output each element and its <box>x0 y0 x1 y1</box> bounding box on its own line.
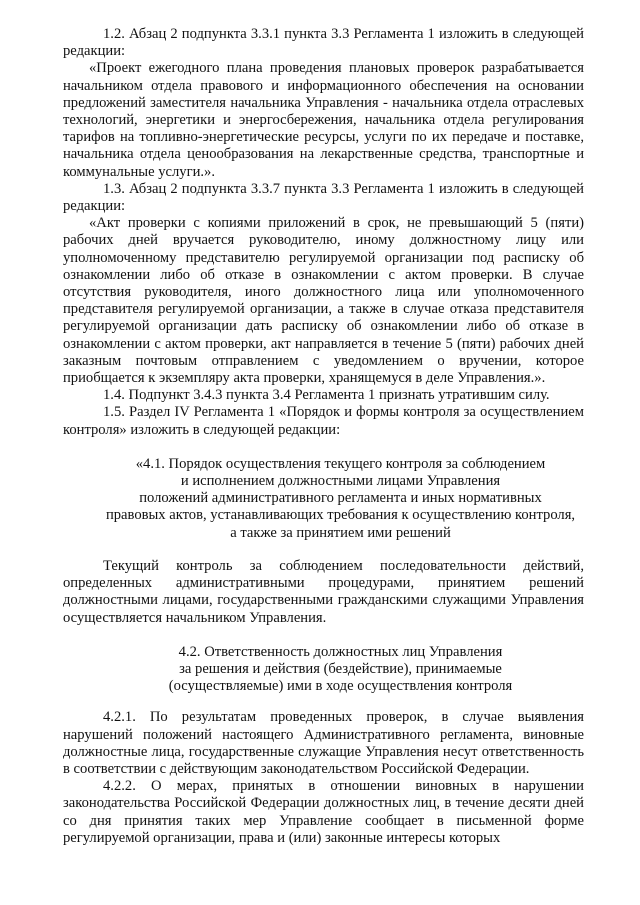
section-heading-4-1: «4.1. Порядок осуществления текущего контроля за соблюдением и исполнением должностными лицами Управления положений административного регламента и иных нормативных правовых актов, устанавливающих требования к осуществлению контроля, а также за принятием ими решений <box>105 455 576 541</box>
section-heading-4-2: 4.2. Ответственность должностных лиц Управления за решения и действия (бездействие), принимаемые (осуществляемые) ими в ходе осуществления контроля <box>168 643 513 695</box>
spacer <box>63 695 584 709</box>
paragraph-1-4: 1.4. Подпункт 3.4.3 пункта 3.4 Регламента 1 признать утратившим силу. <box>103 387 550 404</box>
paragraph-quote-plan: «Проект ежегодного плана проведения плановых проверок разрабатывается начальником отдела правового и информационного обеспечения на основании предложений заместителя начальника Управления - начальника отдела отраслевых технологий, энергетики и энергосбережения, начальника отдела регулирования тарифов на топливно-энергетические ресурсы, услуги по их передаче и поставке, начальника отдела ценообразования на лекарственные средства, транспортные и коммунальные услуги.». <box>63 60 584 180</box>
paragraph-quote-act: «Акт проверки с копиями приложений в срок, не превышающий 5 (пяти) рабочих дней вручается руководителю, иному должностному лицу или уполномоченному представителю регулируемой организации под расписку об ознакомлении либо об отказе в ознакомлении с актом проверки. В случае отсутствия руководителя, иного должностного лица или уполномоченного представителя регулируемой организации, а также в случае отказа представителя регулируемой организации дать расписку об ознакомлении либо об отказе в ознакомлении с актом проверки, акт направляется в течение 5 (пяти) рабочих дней заказным почтовым отправлением с уведомлением о вручении, которое приобщается к экземпляру акта проверки, хранящемуся в деле Управления.». <box>63 215 584 387</box>
paragraph-1-5: 1.5. Раздел IV Регламента 1 «Порядок и формы контроля за осуществлением контроля» изложить в следующей редакции: <box>63 404 584 438</box>
spacer <box>63 627 584 644</box>
paragraph-4-2-1: 4.2.1. По результатам проведенных проверок, в случае выявления нарушений положений настоящего Административного регламента, виновные должностные лица, государственные служащие Управления несут ответственность в соответствии с действующим законодательством Российской Федерации. <box>63 709 584 777</box>
paragraph-4-2-2: 4.2.2. О мерах, принятых в отношении виновных в нарушении законодательства Российской Федерации должностных лиц, в течение десяти дней со дня принятия таких мер Управление сообщает в письменной форме регулируемой организации, права и (или) законные интересы которых <box>63 778 584 846</box>
spacer <box>63 542 584 558</box>
paragraph-1-2: 1.2. Абзац 2 подпункта 3.3.1 пункта 3.3 Регламента 1 изложить в следующей редакции: <box>63 26 584 60</box>
spacer <box>63 439 584 456</box>
paragraph-1-3: 1.3. Абзац 2 подпункта 3.3.7 пункта 3.3 Регламента 1 изложить в следующей редакции: <box>63 180 584 215</box>
paragraph-current-control: Текущий контроль за соблюдением последовательности действий, определенных административными процедурами, принятием решений должностными лицами, государственными гражданскими служащими Управления осуществляется начальником Управления. <box>63 557 584 626</box>
